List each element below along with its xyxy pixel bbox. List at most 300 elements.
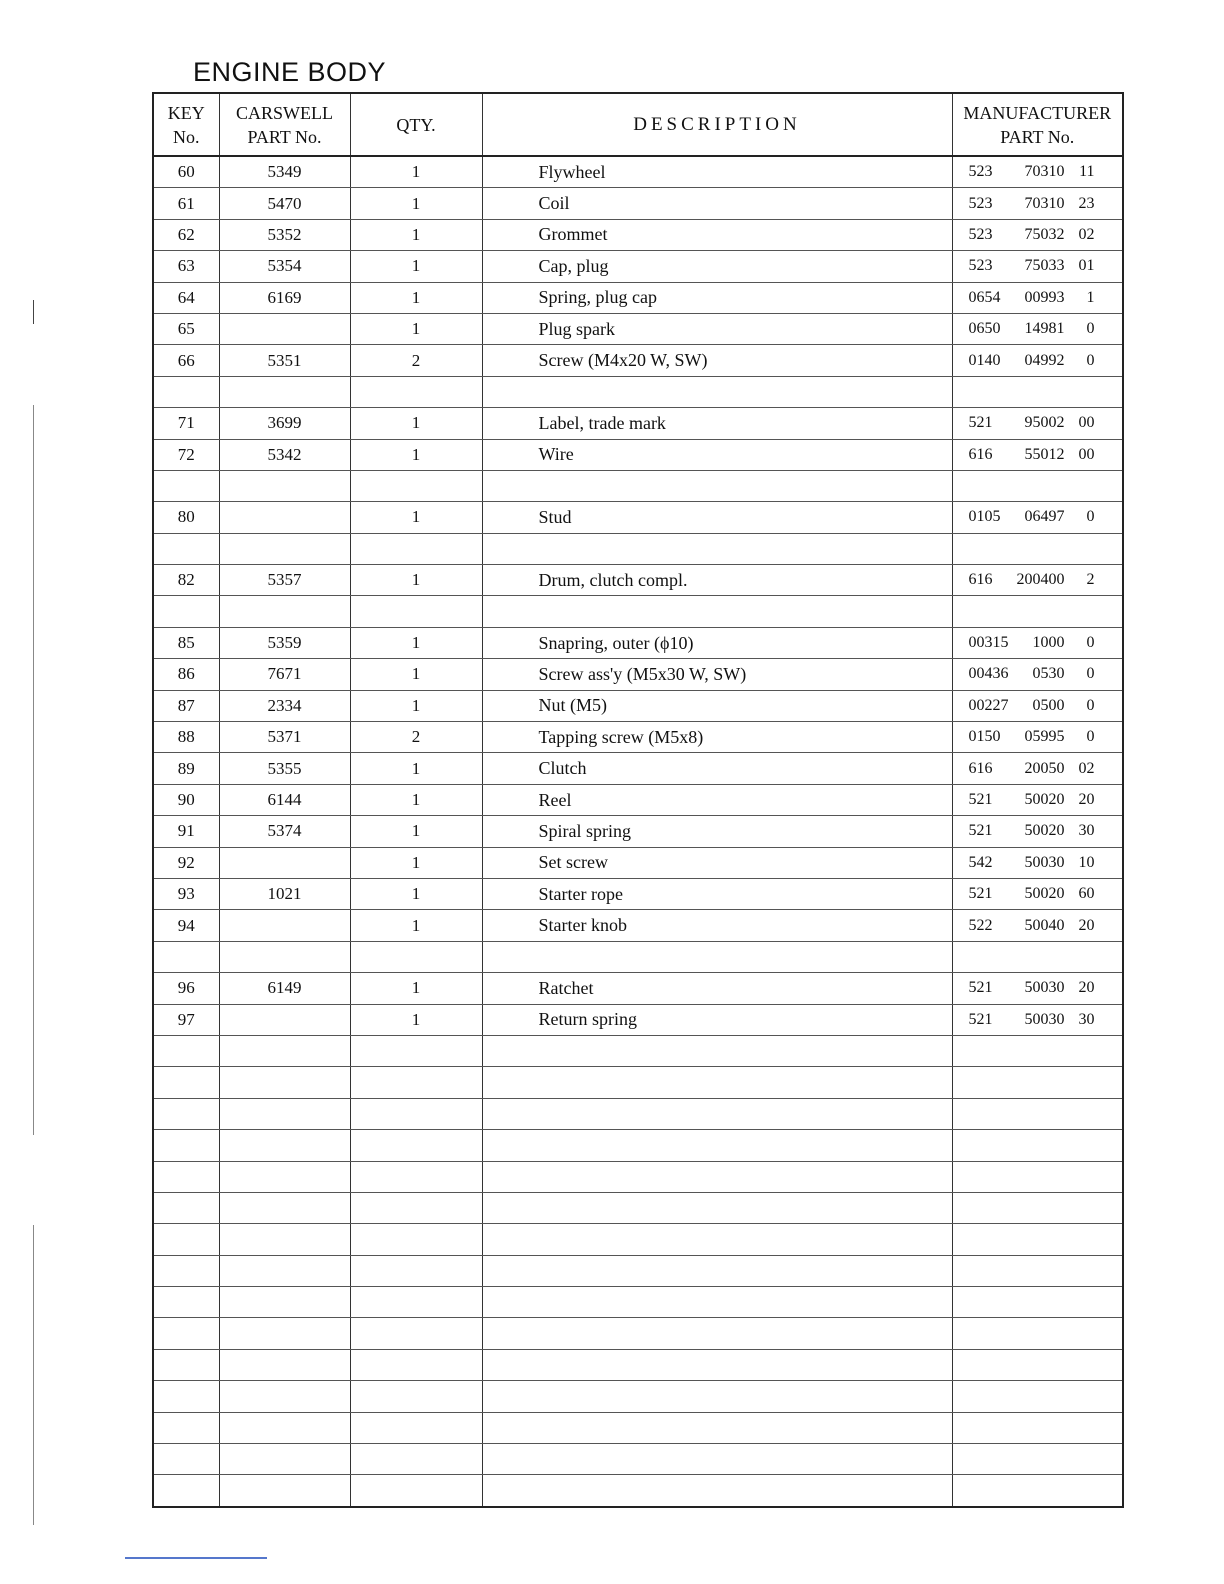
key-no-cell xyxy=(153,1318,219,1349)
key-no-cell: 85 xyxy=(153,627,219,658)
manufacturer-part-no-segment: 50020 xyxy=(1024,822,1065,840)
carswell-part-no-cell xyxy=(219,1161,350,1192)
key-no-cell xyxy=(153,1161,219,1192)
key-no-cell xyxy=(153,1035,219,1066)
manufacturer-part-no-cell xyxy=(952,345,1123,376)
header-key-no xyxy=(153,93,219,156)
table-row xyxy=(153,816,1123,847)
carswell-part-no-cell xyxy=(219,502,350,533)
manufacturer-part-no-segment: 00436 xyxy=(968,665,1009,683)
table-row xyxy=(153,439,1123,470)
key-no-cell: 91 xyxy=(153,816,219,847)
description-cell: Starter rope xyxy=(482,878,952,909)
table-row xyxy=(153,188,1123,219)
qty-cell: 1 xyxy=(350,282,482,313)
qty-cell xyxy=(350,1224,482,1255)
description-cell xyxy=(482,596,952,627)
description-cell: Screw ass'y (M5x30 W, SW) xyxy=(482,659,952,690)
manufacturer-part-no-segment: 1 xyxy=(1086,288,1095,306)
carswell-part-no-cell: 5352 xyxy=(219,219,350,250)
qty-cell: 1 xyxy=(350,753,482,784)
carswell-part-no-cell xyxy=(219,376,350,407)
qty-cell xyxy=(350,533,482,564)
key-no-cell xyxy=(153,941,219,972)
key-no-cell: 80 xyxy=(153,502,219,533)
table-row xyxy=(153,627,1123,658)
table-row xyxy=(153,941,1123,972)
description-cell: Coil xyxy=(482,188,952,219)
key-no-cell xyxy=(153,1349,219,1380)
carswell-part-no-cell: 6149 xyxy=(219,973,350,1004)
qty-cell xyxy=(350,596,482,627)
manufacturer-part-no-cell xyxy=(952,1381,1123,1412)
qty-cell: 1 xyxy=(350,439,482,470)
key-no-cell: 96 xyxy=(153,973,219,1004)
table-row xyxy=(153,596,1123,627)
qty-cell: 1 xyxy=(350,251,482,282)
manufacturer-part-no-segment: 20 xyxy=(1078,791,1095,808)
description-cell: Starter knob xyxy=(482,910,952,941)
description-cell: Spring, plug cap xyxy=(482,282,952,313)
manufacturer-part-no-segment: 0 xyxy=(1086,728,1095,746)
carswell-part-no-cell: 3699 xyxy=(219,408,350,439)
manufacturer-part-no-cell xyxy=(952,1098,1123,1129)
key-no-cell xyxy=(153,1067,219,1098)
description-cell xyxy=(482,1224,952,1255)
manufacturer-part-no-segment: 05995 xyxy=(1024,728,1065,746)
key-no-cell: 93 xyxy=(153,878,219,909)
manufacturer-part-no-segment: 0 xyxy=(1086,508,1095,526)
carswell-part-no-cell xyxy=(219,313,350,344)
manufacturer-part-no-cell xyxy=(952,156,1123,188)
qty-cell xyxy=(350,1255,482,1286)
manufacturer-part-no-segment: 20 xyxy=(1078,979,1095,997)
carswell-part-no-cell: 5470 xyxy=(219,188,350,219)
qty-cell xyxy=(350,1035,482,1066)
qty-cell xyxy=(350,1130,482,1161)
description-cell: Label, trade mark xyxy=(482,408,952,439)
description-cell: Stud xyxy=(482,502,952,533)
description-cell xyxy=(482,1098,952,1129)
table-row xyxy=(153,282,1123,313)
carswell-part-no-cell: 5371 xyxy=(219,722,350,753)
header-manufacturer-part-no xyxy=(952,93,1123,156)
description-cell xyxy=(482,1412,952,1443)
carswell-part-no-cell xyxy=(219,910,350,941)
qty-cell: 1 xyxy=(350,847,482,878)
parts-table-body xyxy=(153,156,1123,1507)
key-no-cell xyxy=(153,1192,219,1223)
qty-cell: 1 xyxy=(350,784,482,815)
manufacturer-part-no-cell xyxy=(952,282,1123,313)
manufacturer-part-no-segment: 0 xyxy=(1086,696,1095,714)
manufacturer-part-no-cell xyxy=(952,1224,1123,1255)
manufacturer-part-no-segment: 0140 xyxy=(968,351,1001,369)
manufacturer-part-no-segment: 521 xyxy=(968,791,993,808)
description-cell: Wire xyxy=(482,439,952,470)
manufacturer-part-no-cell xyxy=(952,1349,1123,1380)
manufacturer-part-no-segment: 0 xyxy=(1086,634,1095,652)
manufacturer-part-no-segment: 0 xyxy=(1086,320,1095,338)
manufacturer-part-no-segment: 60 xyxy=(1078,885,1095,903)
manufacturer-part-no-segment: 30 xyxy=(1078,1010,1095,1028)
manufacturer-part-no-cell xyxy=(952,251,1123,282)
manufacturer-part-no-cell xyxy=(952,690,1123,721)
qty-cell: 1 xyxy=(350,910,482,941)
description-cell xyxy=(482,941,952,972)
key-no-cell: 94 xyxy=(153,910,219,941)
key-no-cell: 82 xyxy=(153,565,219,596)
manufacturer-part-no-cell xyxy=(952,816,1123,847)
manufacturer-part-no-cell xyxy=(952,470,1123,501)
table-row xyxy=(153,1255,1123,1286)
carswell-part-no-cell xyxy=(219,1444,350,1475)
qty-cell: 1 xyxy=(350,690,482,721)
manufacturer-part-no-cell xyxy=(952,1067,1123,1098)
manufacturer-part-no-cell xyxy=(952,941,1123,972)
manufacturer-part-no-segment: 20050 xyxy=(1024,759,1065,777)
key-no-cell: 65 xyxy=(153,313,219,344)
carswell-part-no-cell: 5355 xyxy=(219,753,350,784)
manufacturer-part-no-segment: 616 xyxy=(968,759,993,777)
qty-cell xyxy=(350,1381,482,1412)
description-cell: Ratchet xyxy=(482,973,952,1004)
carswell-part-no-cell: 5359 xyxy=(219,627,350,658)
table-row xyxy=(153,1412,1123,1443)
manufacturer-part-no-segment: 02 xyxy=(1078,225,1095,243)
carswell-part-no-cell xyxy=(219,941,350,972)
manufacturer-part-no-cell xyxy=(952,1130,1123,1161)
key-no-cell xyxy=(153,1444,219,1475)
table-row xyxy=(153,1349,1123,1380)
key-no-cell xyxy=(153,1224,219,1255)
table-row xyxy=(153,1161,1123,1192)
key-no-cell xyxy=(153,1255,219,1286)
manufacturer-part-no-segment: 50040 xyxy=(1024,916,1065,934)
qty-cell: 2 xyxy=(350,722,482,753)
table-row xyxy=(153,1004,1123,1035)
manufacturer-part-no-segment: 20 xyxy=(1078,916,1095,934)
table-row xyxy=(153,1475,1123,1507)
manufacturer-part-no-cell xyxy=(952,847,1123,878)
manufacturer-part-no-segment: 523 xyxy=(968,194,993,212)
manufacturer-part-no-segment: 0 xyxy=(1086,665,1095,683)
manufacturer-part-no-segment: 521 xyxy=(968,414,993,432)
manufacturer-part-no-cell xyxy=(952,376,1123,407)
manufacturer-part-no-cell xyxy=(952,188,1123,219)
scan-underline xyxy=(125,1557,267,1559)
manufacturer-part-no-segment: 75033 xyxy=(1024,257,1065,275)
key-no-cell xyxy=(153,1381,219,1412)
table-row xyxy=(153,659,1123,690)
manufacturer-part-no-segment: 11 xyxy=(1079,163,1095,181)
description-cell xyxy=(482,1318,952,1349)
manufacturer-part-no-segment: 523 xyxy=(968,257,993,275)
manufacturer-part-no-segment: 50020 xyxy=(1024,791,1065,808)
manufacturer-part-no-segment: 00 xyxy=(1078,445,1095,463)
manufacturer-part-no-segment: 70310 xyxy=(1024,163,1065,181)
table-row xyxy=(153,910,1123,941)
manufacturer-part-no-cell xyxy=(952,1192,1123,1223)
header-key-line2: No. xyxy=(173,126,200,147)
manufacturer-part-no-cell xyxy=(952,1412,1123,1443)
qty-cell xyxy=(350,1318,482,1349)
description-cell xyxy=(482,470,952,501)
carswell-part-no-cell xyxy=(219,1192,350,1223)
carswell-part-no-cell: 5351 xyxy=(219,345,350,376)
manufacturer-part-no-cell xyxy=(952,565,1123,596)
header-carswell-part-no xyxy=(219,93,350,156)
carswell-part-no-cell xyxy=(219,1318,350,1349)
qty-cell xyxy=(350,1412,482,1443)
description-cell xyxy=(482,1067,952,1098)
manufacturer-part-no-cell xyxy=(952,753,1123,784)
carswell-part-no-cell: 5354 xyxy=(219,251,350,282)
table-row xyxy=(153,251,1123,282)
key-no-cell xyxy=(153,376,219,407)
qty-cell xyxy=(350,1098,482,1129)
table-row xyxy=(153,1035,1123,1066)
manufacturer-part-no-cell xyxy=(952,878,1123,909)
qty-cell xyxy=(350,1349,482,1380)
qty-cell: 1 xyxy=(350,627,482,658)
key-no-cell xyxy=(153,1287,219,1318)
manufacturer-part-no-segment: 50020 xyxy=(1024,885,1065,903)
parts-table xyxy=(152,92,1124,1508)
description-cell: Nut (M5) xyxy=(482,690,952,721)
table-row xyxy=(153,1224,1123,1255)
key-no-cell: 87 xyxy=(153,690,219,721)
manufacturer-part-no-cell xyxy=(952,722,1123,753)
key-no-cell: 60 xyxy=(153,156,219,188)
key-no-cell: 92 xyxy=(153,847,219,878)
manufacturer-part-no-segment: 0 xyxy=(1086,351,1095,369)
description-cell xyxy=(482,1349,952,1380)
table-row xyxy=(153,784,1123,815)
key-no-cell: 71 xyxy=(153,408,219,439)
manufacturer-part-no-segment: 616 xyxy=(968,571,993,589)
manufacturer-part-no-cell xyxy=(952,502,1123,533)
qty-cell xyxy=(350,1067,482,1098)
key-no-cell xyxy=(153,533,219,564)
manufacturer-part-no-segment: 04992 xyxy=(1024,351,1065,369)
qty-cell: 1 xyxy=(350,156,482,188)
description-cell xyxy=(482,1130,952,1161)
description-cell xyxy=(482,376,952,407)
carswell-part-no-cell xyxy=(219,1130,350,1161)
table-row xyxy=(153,753,1123,784)
table-row xyxy=(153,1444,1123,1475)
qty-cell xyxy=(350,1192,482,1223)
key-no-cell xyxy=(153,596,219,627)
carswell-part-no-cell xyxy=(219,1255,350,1286)
carswell-part-no-cell xyxy=(219,533,350,564)
manufacturer-part-no-segment: 0650 xyxy=(968,320,1001,338)
manufacturer-part-no-cell xyxy=(952,627,1123,658)
manufacturer-part-no-segment: 00 xyxy=(1078,414,1095,432)
manufacturer-part-no-segment: 01 xyxy=(1078,257,1095,275)
manufacturer-part-no-cell xyxy=(952,219,1123,250)
manufacturer-part-no-segment: 200400 xyxy=(1016,571,1065,589)
table-row xyxy=(153,502,1123,533)
table-row xyxy=(153,1067,1123,1098)
manufacturer-part-no-cell xyxy=(952,1255,1123,1286)
manufacturer-part-no-segment: 75032 xyxy=(1024,225,1065,243)
manufacturer-part-no-segment: 50030 xyxy=(1024,1010,1065,1028)
manufacturer-part-no-segment: 542 xyxy=(968,853,993,871)
qty-cell xyxy=(350,470,482,501)
table-row xyxy=(153,1130,1123,1161)
manufacturer-part-no-segment: 0105 xyxy=(968,508,1001,526)
qty-cell xyxy=(350,1475,482,1507)
manufacturer-part-no-segment: 50030 xyxy=(1024,853,1065,871)
manufacturer-part-no-cell xyxy=(952,1035,1123,1066)
table-row xyxy=(153,470,1123,501)
table-row xyxy=(153,1192,1123,1223)
description-cell: Return spring xyxy=(482,1004,952,1035)
description-cell xyxy=(482,1035,952,1066)
description-cell xyxy=(482,1287,952,1318)
manufacturer-part-no-segment: 0500 xyxy=(1032,696,1065,714)
manufacturer-part-no-segment: 00227 xyxy=(968,696,1009,714)
table-row xyxy=(153,878,1123,909)
manufacturer-part-no-segment: 55012 xyxy=(1024,445,1065,463)
manufacturer-part-no-cell xyxy=(952,1475,1123,1507)
qty-cell: 1 xyxy=(350,659,482,690)
header-part-line2: PART No. xyxy=(247,126,322,147)
manufacturer-part-no-segment: 521 xyxy=(968,1010,993,1028)
carswell-part-no-cell: 6144 xyxy=(219,784,350,815)
description-cell: Plug spark xyxy=(482,313,952,344)
table-row xyxy=(153,1098,1123,1129)
table-row xyxy=(153,345,1123,376)
carswell-part-no-cell xyxy=(219,1098,350,1129)
qty-cell: 1 xyxy=(350,219,482,250)
table-row xyxy=(153,565,1123,596)
manufacturer-part-no-segment: 0530 xyxy=(1032,665,1065,683)
carswell-part-no-cell xyxy=(219,1349,350,1380)
carswell-part-no-cell: 5357 xyxy=(219,565,350,596)
manufacturer-part-no-segment: 522 xyxy=(968,916,993,934)
qty-cell: 1 xyxy=(350,502,482,533)
manufacturer-part-no-cell xyxy=(952,1287,1123,1318)
table-row xyxy=(153,376,1123,407)
scan-edge-line xyxy=(33,1225,34,1525)
manufacturer-part-no-segment: 70310 xyxy=(1024,194,1065,212)
manufacturer-part-no-cell xyxy=(952,659,1123,690)
qty-cell: 1 xyxy=(350,1004,482,1035)
carswell-part-no-cell xyxy=(219,1004,350,1035)
manufacturer-part-no-cell xyxy=(952,1318,1123,1349)
manufacturer-part-no-segment: 00993 xyxy=(1024,288,1065,306)
key-no-cell: 90 xyxy=(153,784,219,815)
description-cell: Flywheel xyxy=(482,156,952,188)
carswell-part-no-cell xyxy=(219,596,350,627)
manufacturer-part-no-segment: 523 xyxy=(968,163,993,181)
manufacturer-part-no-cell xyxy=(952,910,1123,941)
key-no-cell: 66 xyxy=(153,345,219,376)
qty-cell xyxy=(350,1444,482,1475)
qty-cell: 1 xyxy=(350,313,482,344)
manufacturer-part-no-cell xyxy=(952,973,1123,1004)
qty-cell xyxy=(350,376,482,407)
key-no-cell: 61 xyxy=(153,188,219,219)
key-no-cell: 64 xyxy=(153,282,219,313)
key-no-cell xyxy=(153,1412,219,1443)
manufacturer-part-no-segment: 02 xyxy=(1078,759,1095,777)
qty-cell: 1 xyxy=(350,408,482,439)
key-no-cell xyxy=(153,1475,219,1507)
key-no-cell xyxy=(153,1098,219,1129)
scan-mark xyxy=(33,300,34,324)
key-no-cell: 63 xyxy=(153,251,219,282)
carswell-part-no-cell: 2334 xyxy=(219,690,350,721)
manufacturer-part-no-cell xyxy=(952,784,1123,815)
manufacturer-part-no-cell xyxy=(952,408,1123,439)
manufacturer-part-no-segment: 10 xyxy=(1078,853,1095,871)
key-no-cell: 86 xyxy=(153,659,219,690)
qty-cell: 2 xyxy=(350,345,482,376)
qty-cell: 1 xyxy=(350,973,482,1004)
key-no-cell: 97 xyxy=(153,1004,219,1035)
manufacturer-part-no-segment: 2 xyxy=(1086,571,1095,589)
description-cell xyxy=(482,1444,952,1475)
manufacturer-part-no-segment: 95002 xyxy=(1024,414,1065,432)
manufacturer-part-no-segment: 521 xyxy=(968,822,993,840)
manufacturer-part-no-segment: 23 xyxy=(1078,194,1095,212)
table-row xyxy=(153,156,1123,188)
page-title: ENGINE BODY xyxy=(193,57,387,87)
carswell-part-no-cell xyxy=(219,1287,350,1318)
description-cell xyxy=(482,1192,952,1223)
description-cell xyxy=(482,1161,952,1192)
qty-cell xyxy=(350,1161,482,1192)
manufacturer-part-no-segment: 616 xyxy=(968,445,993,463)
manufacturer-part-no-segment: 0654 xyxy=(968,288,1001,306)
carswell-part-no-cell xyxy=(219,1067,350,1098)
table-header-row xyxy=(153,93,1123,156)
manufacturer-part-no-cell xyxy=(952,439,1123,470)
table-row xyxy=(153,313,1123,344)
header-qty: QTY. xyxy=(350,93,482,156)
header-part-line1: CARSWELL xyxy=(236,102,333,123)
description-cell: Clutch xyxy=(482,753,952,784)
carswell-part-no-cell xyxy=(219,1224,350,1255)
carswell-part-no-cell xyxy=(219,1475,350,1507)
description-cell: Reel xyxy=(482,784,952,815)
qty-cell xyxy=(350,1287,482,1318)
description-cell: Spiral spring xyxy=(482,816,952,847)
description-cell: Cap, plug xyxy=(482,251,952,282)
qty-cell: 1 xyxy=(350,878,482,909)
description-cell xyxy=(482,1255,952,1286)
carswell-part-no-cell xyxy=(219,470,350,501)
scan-edge-line xyxy=(33,405,34,1135)
table-row xyxy=(153,408,1123,439)
table-row xyxy=(153,690,1123,721)
table-row xyxy=(153,722,1123,753)
description-cell xyxy=(482,1381,952,1412)
description-cell: Screw (M4x20 W, SW) xyxy=(482,345,952,376)
table-row xyxy=(153,219,1123,250)
table-row xyxy=(153,1318,1123,1349)
description-cell: Drum, clutch compl. xyxy=(482,565,952,596)
description-cell xyxy=(482,1475,952,1507)
description-cell: Snapring, outer (ϕ10) xyxy=(482,627,952,658)
header-description: DESCRIPTION xyxy=(482,93,952,156)
qty-cell: 1 xyxy=(350,816,482,847)
manufacturer-part-no-segment: 521 xyxy=(968,885,993,903)
